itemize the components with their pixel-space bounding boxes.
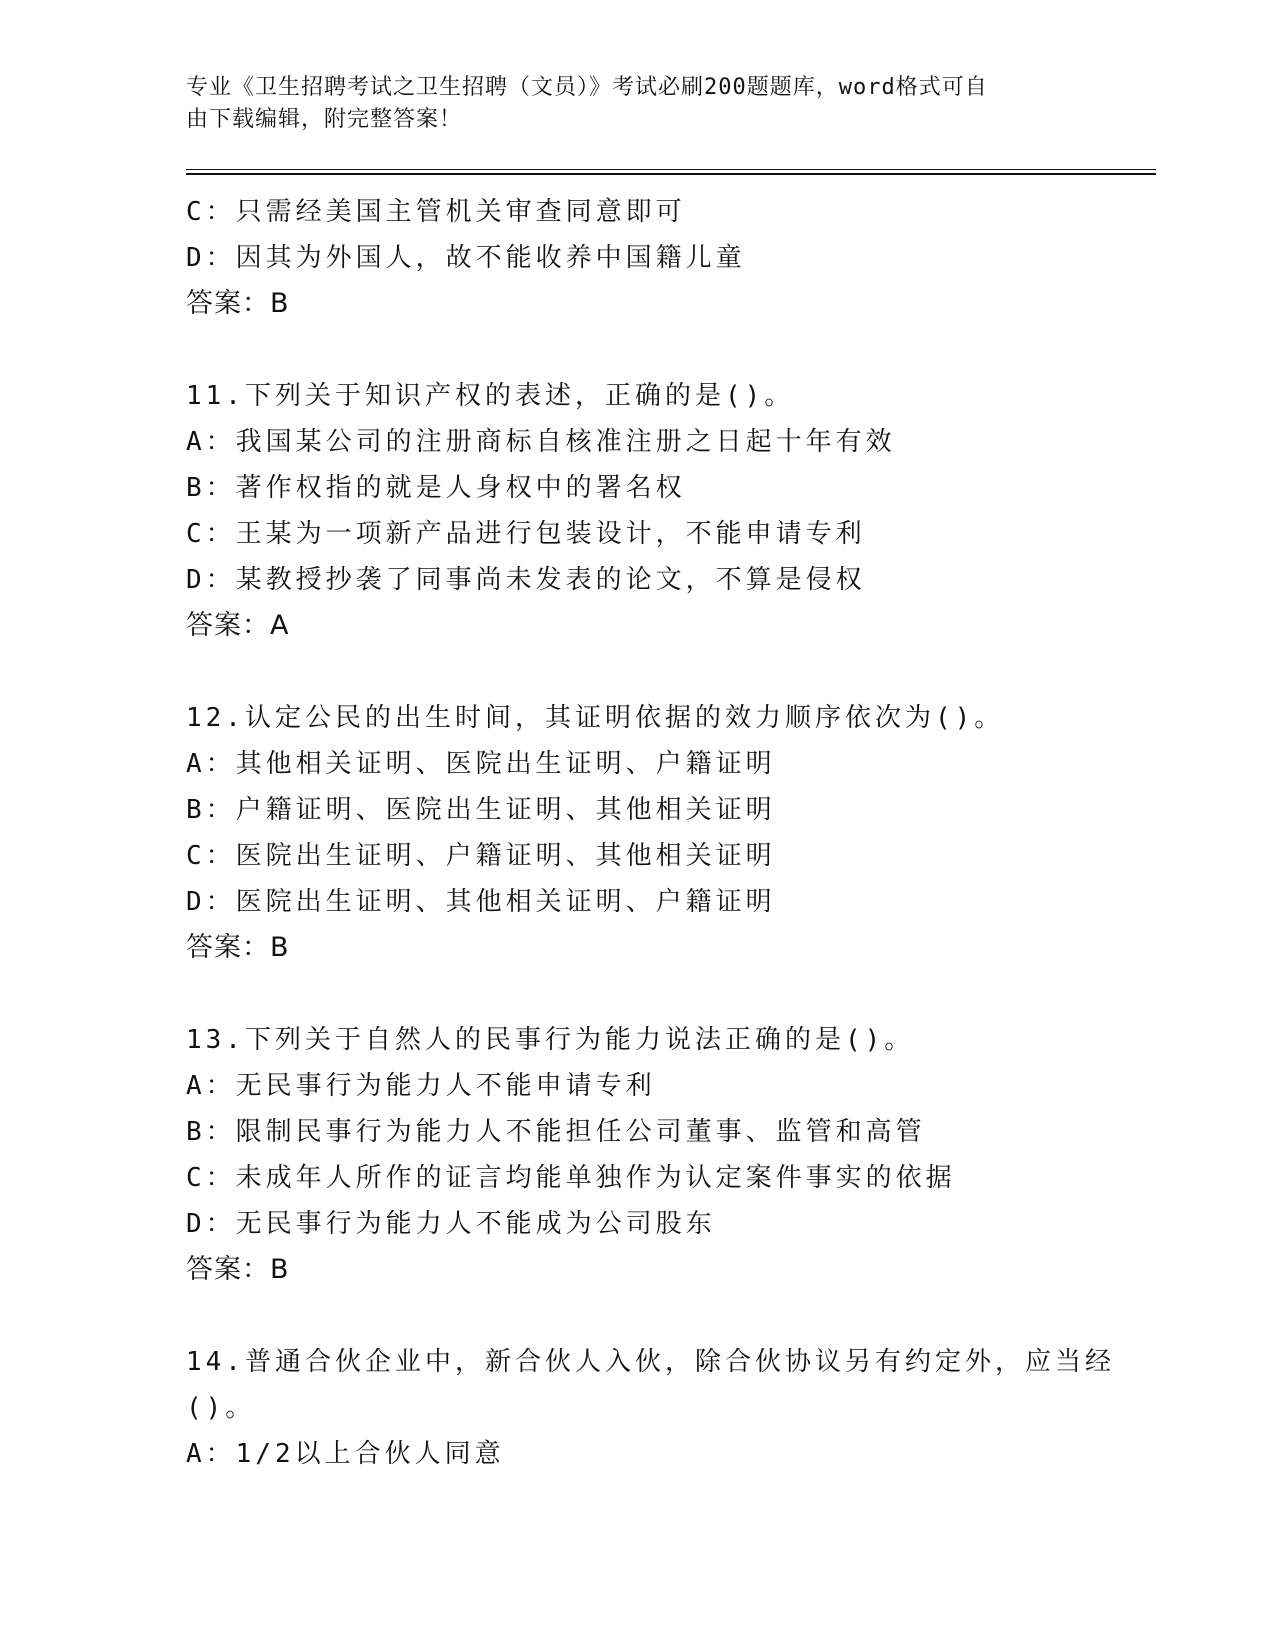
option-c: C：未成年人所作的证言均能单独作为认定案件事实的依据	[186, 1163, 956, 1193]
option-a: A：无民事行为能力人不能申请专利	[186, 1071, 656, 1101]
option-d: D：某教授抄袭了同事尚未发表的论文，不算是侵权	[186, 565, 866, 595]
question-text: 13.下列关于自然人的民事行为能力说法正确的是()。	[186, 1025, 915, 1055]
spacer	[186, 1293, 1086, 1339]
header-line-2: 由下载编辑，附完整答案！	[186, 107, 463, 132]
option-b: B：限制民事行为能力人不能担任公司董事、监管和高管	[186, 1117, 926, 1147]
option-c: C：只需经美国主管机关审查同意即可	[186, 197, 686, 227]
document-header	[186, 72, 1066, 136]
question-text-line-1: 14.普通合伙企业中，新合伙人入伙，除合伙协议另有约定外，应当经	[186, 1347, 1115, 1377]
option-d: D：医院出生证明、其他相关证明、户籍证明	[186, 887, 776, 917]
option-c: C：医院出生证明、户籍证明、其他相关证明	[186, 841, 776, 871]
option-a: A：1/2以上合伙人同意	[186, 1439, 505, 1469]
header-divider-thin	[186, 169, 1156, 170]
spacer	[186, 327, 1086, 373]
spacer	[186, 649, 1086, 695]
question-12	[186, 695, 1086, 971]
answer-line: 答案：B	[186, 1254, 290, 1285]
answer-line: 答案：A	[186, 610, 290, 641]
question-13	[186, 1017, 1086, 1293]
question-text-line-2: ()。	[186, 1393, 256, 1423]
question-11	[186, 373, 1086, 649]
answer-line: 答案：B	[186, 932, 290, 963]
option-d: D：因其为外国人，故不能收养中国籍儿童	[186, 243, 746, 273]
answer-line: 答案：B	[186, 288, 290, 319]
option-a: A：我国某公司的注册商标自核准注册之日起十年有效	[186, 427, 896, 457]
header-divider-thick	[186, 173, 1156, 175]
option-b: B：户籍证明、医院出生证明、其他相关证明	[186, 795, 776, 825]
question-10-tail	[186, 189, 1086, 327]
header-line-1: 专业《卫生招聘考试之卫生招聘（文员）》考试必刷200题题库，word格式可自	[186, 75, 988, 100]
question-14	[186, 1339, 1115, 1477]
option-b: B：著作权指的就是人身权中的署名权	[186, 473, 686, 503]
question-text: 12.认定公民的出生时间，其证明依据的效力顺序依次为()。	[186, 703, 1005, 733]
option-a: A：其他相关证明、医院出生证明、户籍证明	[186, 749, 776, 779]
spacer	[186, 971, 1086, 1017]
question-list	[186, 189, 1115, 1477]
option-d: D：无民事行为能力人不能成为公司股东	[186, 1209, 716, 1239]
question-text: 11.下列关于知识产权的表述，正确的是()。	[186, 381, 795, 411]
option-c: C：王某为一项新产品进行包装设计，不能申请专利	[186, 519, 866, 549]
